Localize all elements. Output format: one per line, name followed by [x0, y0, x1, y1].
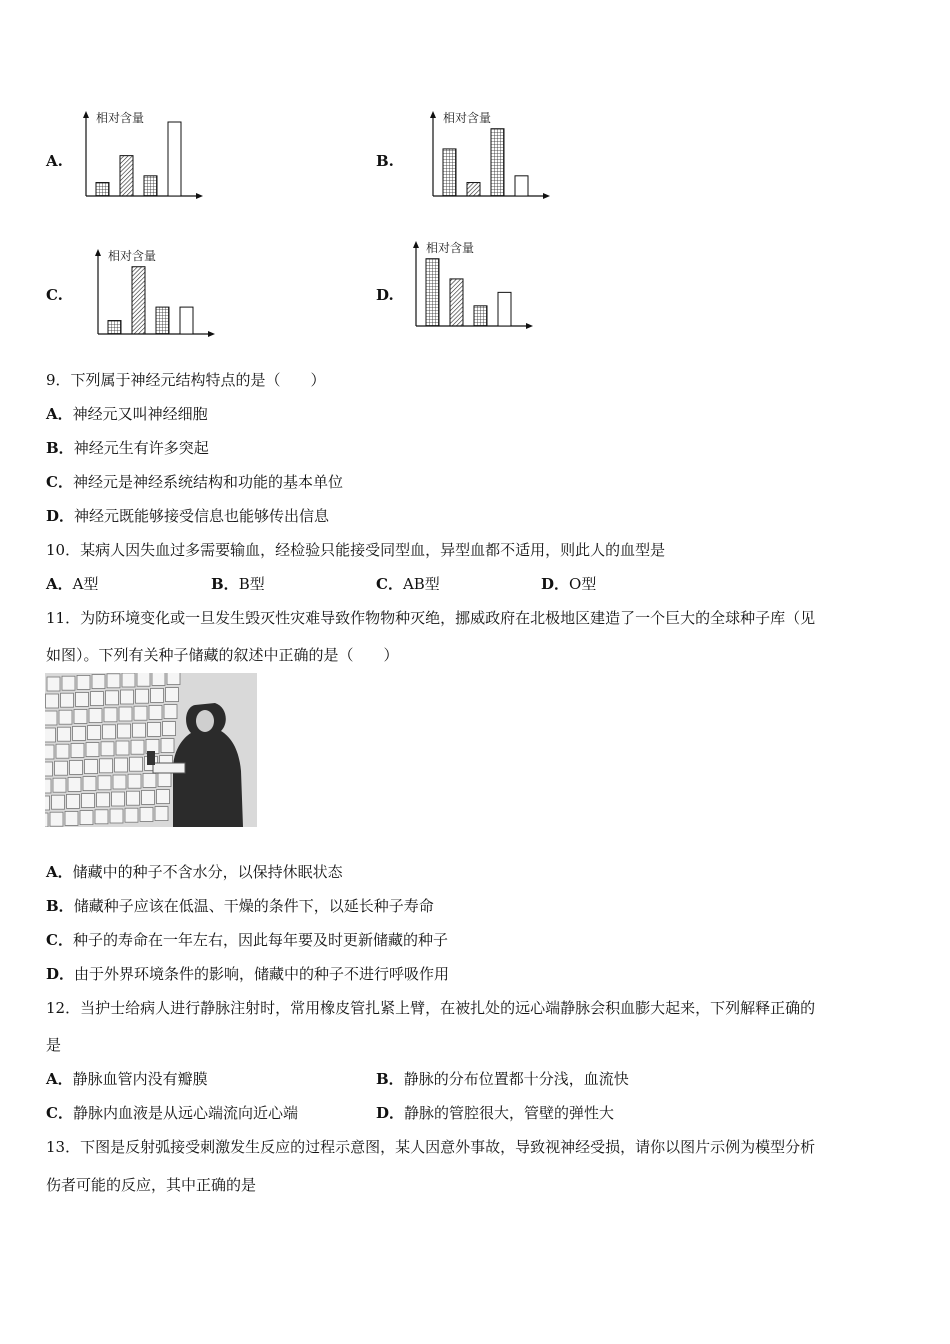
option-letter: D． [46, 507, 75, 525]
seed-drawer [133, 723, 146, 737]
seed-drawer [83, 777, 96, 791]
seed-drawer [56, 744, 69, 758]
option-letter-b: B. [376, 152, 394, 170]
seed-drawer [80, 811, 93, 825]
option-letter: C． [46, 1104, 73, 1122]
seed-drawer [98, 776, 111, 790]
q9-stem: 9．下列属于神经元结构特点的是（ ） [46, 371, 326, 389]
seed-drawer [45, 813, 48, 827]
seed-drawer [163, 722, 176, 736]
seed-drawer [45, 762, 53, 776]
seed-drawer [76, 692, 89, 706]
option-text: B型 [238, 575, 265, 593]
seed-drawer [151, 688, 164, 702]
option-text: 神经元生有许多突起 [73, 439, 209, 457]
seed-drawer [62, 676, 75, 690]
seed-drawer [101, 742, 114, 756]
chart-a-svg [78, 108, 218, 204]
option-text: 静脉的分布位置都十分浅，血流快 [403, 1070, 629, 1088]
option-letter-d: D. [376, 286, 394, 304]
q12-option-d[interactable] [376, 1102, 614, 1123]
seed-drawer [85, 760, 98, 774]
seed-drawer [88, 726, 101, 740]
seed-drawer [106, 691, 119, 705]
chart-c-bar-1 [108, 321, 121, 334]
q11-stem-line1: 11．为防环境变化或一旦发生毁灭性灾难导致作物物种灭绝，挪威政府在北极地区建造了一个巨大的全球种子库（见 [46, 609, 816, 627]
seed-drawer [45, 745, 54, 759]
option-text: 静脉内血液是从远心端流向近心端 [72, 1104, 298, 1122]
seed-drawer [46, 694, 59, 708]
seed-drawer [65, 811, 78, 825]
q12-option-c[interactable] [46, 1102, 298, 1123]
seed-drawer [148, 722, 161, 736]
seed-drawer [50, 812, 63, 826]
option-text: 储藏种子应该在低温、干燥的条件下，以延长种子寿命 [73, 897, 434, 915]
option-letter-a: A. [46, 152, 63, 170]
chart-b [425, 108, 565, 204]
option-text: 静脉的管腔很大，管壁的弹性大 [404, 1104, 615, 1122]
seed-drawer [77, 675, 90, 689]
q13-stem-line2: 伤者可能的反应，其中正确的是 [46, 1176, 257, 1194]
chart-a-ylabel: 相对含量 [96, 111, 145, 125]
option-text: 由于外界环境条件的影响，储藏中的种子不进行呼吸作用 [74, 965, 450, 983]
option-letter: D． [541, 575, 570, 593]
chart-a-bar-3 [144, 176, 157, 196]
chart-b-ylabel: 相对含量 [443, 111, 492, 125]
chart-b-bar-2 [467, 183, 480, 196]
seed-drawer [112, 792, 125, 806]
seed-drawer [45, 728, 56, 742]
chart-b-bar-4 [515, 176, 528, 196]
seed-drawer [86, 743, 99, 757]
seed-drawer [45, 711, 57, 725]
q12-option-a[interactable] [46, 1068, 208, 1089]
seed-drawer [59, 710, 72, 724]
option-letter: D． [46, 965, 75, 983]
seed-drawer [53, 778, 66, 792]
option-letter: C． [46, 473, 73, 491]
chart-d-bar-4 [498, 292, 511, 326]
chart-c-y-arrow [95, 249, 101, 256]
option-letter: B． [46, 897, 74, 915]
option-letter: C． [376, 575, 403, 593]
seed-drawer [130, 757, 143, 771]
q11-option-a[interactable] [46, 861, 343, 882]
option-text: 神经元又叫神经细胞 [72, 405, 208, 423]
q10-option-b[interactable] [211, 573, 265, 594]
seed-drawer [152, 673, 165, 685]
seed-drawer [104, 708, 117, 722]
chart-d-y-arrow [413, 241, 419, 248]
q9-option-d[interactable] [46, 505, 329, 526]
chart-a-bar-1 [96, 183, 109, 196]
chart-b-bar-1 [443, 149, 456, 196]
q10-option-d[interactable] [541, 573, 596, 594]
seed-drawer [45, 779, 51, 793]
chart-b-svg [425, 108, 565, 204]
seed-drawer [45, 796, 50, 810]
seed-drawer [137, 673, 150, 686]
seed-drawer [157, 790, 170, 804]
seed-drawer [73, 726, 86, 740]
option-letter: A． [46, 863, 73, 881]
chart-d [408, 238, 548, 334]
chart-d-x-arrow [526, 323, 533, 329]
seed-drawer [68, 777, 81, 791]
seed-drawer [140, 807, 153, 821]
seed-drawer [113, 775, 126, 789]
option-letter: B． [211, 575, 239, 593]
seed-drawer [55, 761, 68, 775]
chart-a [78, 108, 218, 204]
option-text: 种子的寿命在一年左右，因此每年要及时更新储藏的种子 [72, 931, 448, 949]
chart-c-bar-4 [180, 307, 193, 334]
seed-drawer [158, 773, 171, 787]
chart-c-bar-3 [156, 307, 169, 334]
seed-drawer [82, 794, 95, 808]
option-letter: A． [46, 405, 73, 423]
seed-drawer [121, 690, 134, 704]
seed-drawer [92, 675, 105, 689]
seed-drawer [95, 810, 108, 824]
seed-drawer [110, 809, 123, 823]
chart-c-svg [90, 246, 230, 342]
option-text: AB型 [402, 575, 440, 593]
chart-a-bar-2 [120, 156, 133, 196]
seed-drawer [67, 794, 80, 808]
seed-drawer [58, 727, 71, 741]
seed-drawer [155, 807, 168, 821]
seed-drawer [115, 758, 128, 772]
seed-drawer [70, 760, 83, 774]
seed-drawer [167, 673, 180, 685]
seed-drawer [131, 740, 144, 754]
option-letter: C． [46, 931, 73, 949]
q13-stem-line1: 13．下图是反射弧接受刺激发生反应的过程示意图，某人因意外事故，导致视神经受损，请你以图片示例为模型分析 [46, 1138, 816, 1156]
chart-d-svg [408, 238, 548, 334]
q9-option-c[interactable] [46, 471, 343, 492]
option-letter-c: C. [46, 286, 63, 304]
seed-drawer [52, 795, 65, 809]
seed-drawer [71, 743, 84, 757]
option-text: A型 [72, 575, 99, 593]
seed-drawer [61, 693, 74, 707]
seed-drawer [128, 774, 141, 788]
seed-drawer [119, 707, 132, 721]
chart-c-ylabel: 相对含量 [108, 249, 157, 263]
option-text: 神经元是神经系统结构和功能的基本单位 [72, 473, 343, 491]
seed-drawer [134, 706, 147, 720]
q12-stem-line2: 是 [46, 1036, 62, 1054]
seed-drawer [116, 741, 129, 755]
chart-a-x-arrow [196, 193, 203, 199]
q10-option-c[interactable] [376, 573, 440, 594]
chart-a-bar-4 [168, 122, 181, 196]
chart-c-bar-2 [132, 267, 145, 334]
chart-d-ylabel: 相对含量 [426, 241, 475, 255]
chart-b-y-arrow [430, 111, 436, 118]
option-text: 神经元既能够接受信息也能够传出信息 [74, 507, 330, 525]
seed-drawer [122, 673, 135, 687]
q12-option-b[interactable] [376, 1068, 629, 1089]
seed-drawer [161, 739, 174, 753]
option-letter: A． [46, 575, 73, 593]
seed-drawer [100, 759, 113, 773]
option-letter: B． [376, 1070, 404, 1088]
chart-b-bar-3 [491, 129, 504, 196]
option-letter: B． [46, 439, 74, 457]
seed-drawer [164, 705, 177, 719]
q11-option-b[interactable] [46, 895, 434, 916]
chart-d-bar-2 [450, 279, 463, 326]
seed-vault-photo [45, 673, 257, 827]
q9-option-a[interactable] [46, 403, 208, 424]
q11-option-d[interactable] [46, 963, 449, 984]
seed-drawer [89, 709, 102, 723]
q10-option-a[interactable] [46, 573, 98, 594]
option-text: 静脉血管内没有瓣膜 [72, 1070, 208, 1088]
chart-b-x-arrow [543, 193, 550, 199]
seed-vault-illustration [45, 673, 257, 827]
seed-drawer [118, 724, 131, 738]
seed-drawer [74, 709, 87, 723]
chart-d-bar-1 [426, 259, 439, 326]
q11-option-c[interactable] [46, 929, 448, 950]
chart-d-bar-3 [474, 306, 487, 326]
q12-stem-line1: 12．当护士给病人进行静脉注射时，常用橡皮管扎紧上臂，在被扎处的远心端静脉会积血膨大起来，下列解释正确的 [46, 999, 816, 1017]
q11-stem-line2: 如图）。下列有关种子储藏的叙述中正确的是（ ） [46, 646, 399, 664]
seed-drawer [142, 790, 155, 804]
seed-drawer [166, 688, 179, 702]
seed-drawer [47, 677, 60, 691]
seed-drawer [127, 791, 140, 805]
option-text: O型 [569, 575, 597, 593]
seed-drawer [149, 705, 162, 719]
chart-a-y-arrow [83, 111, 89, 118]
chart-c-x-arrow [208, 331, 215, 337]
chart-c [90, 246, 230, 342]
seed-drawer [143, 773, 156, 787]
option-letter: D． [376, 1104, 405, 1122]
seed-drawer [136, 689, 149, 703]
seed-drawer [91, 692, 104, 706]
q9-option-b[interactable] [46, 437, 209, 458]
q10-stem: 10．某病人因失血过多需要输血，经检验只能接受同型血，异型血都不适用，则此人的血型是 [46, 541, 666, 559]
seed-drawer [103, 725, 116, 739]
seed-drawer [97, 793, 110, 807]
seed-drawer [125, 808, 138, 822]
option-letter: A． [46, 1070, 73, 1088]
option-text: 储藏中的种子不含水分，以保持休眠状态 [72, 863, 343, 881]
seed-drawer [107, 674, 120, 688]
